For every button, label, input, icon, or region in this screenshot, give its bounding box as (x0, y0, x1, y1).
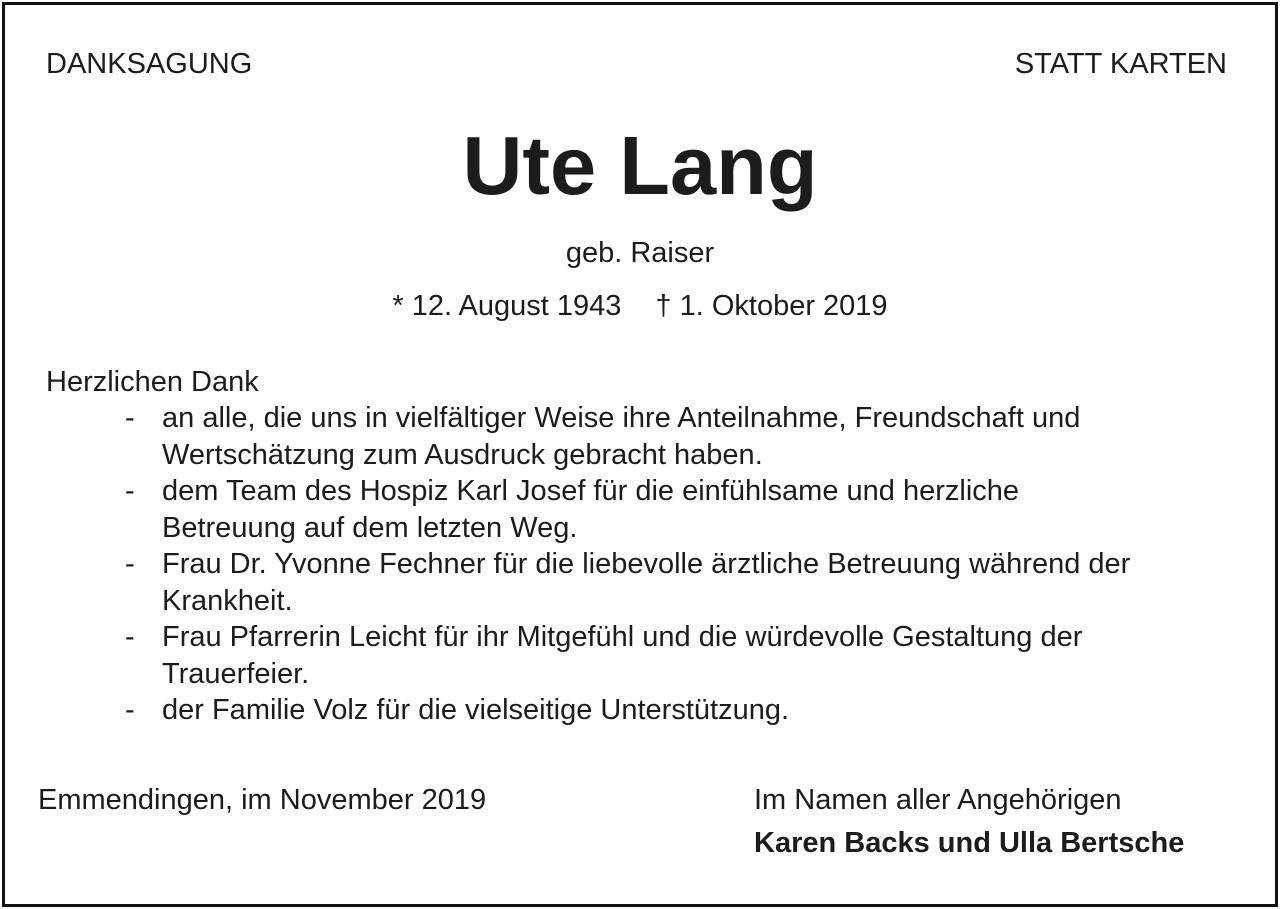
maiden-name: geb. Raiser (565, 237, 715, 269)
dash-bullet: - (125, 548, 135, 580)
thanks-item (0, 473, 1262, 546)
thanks-item-text: dem Team des Hospiz Karl Josef für die einfühlsame und herzliche Betreuung auf dem letzten Weg. (162, 475, 1020, 544)
thanks-item (0, 619, 1262, 692)
signers: Karen Backs und Ulla Bertsche (754, 827, 1185, 859)
thanks-item (0, 400, 1262, 473)
thanks-item (0, 546, 1262, 619)
thanks-intro: Herzlichen Dank (46, 366, 259, 398)
thanks-item-text: Frau Dr. Yvonne Fechner für die liebevolle ärztliche Betreuung während der Krankheit. (162, 548, 1131, 617)
thanks-item (0, 692, 1262, 729)
thanks-item-text: an alle, die uns in vielfältiger Weise ihre Anteilnahme, Freundschaft und Wertschätzung zum Ausdruck gebracht haben. (162, 402, 1081, 471)
header-left-label: DANKSAGUNG (46, 48, 253, 80)
dash-bullet: - (125, 694, 135, 726)
dash-bullet: - (125, 402, 135, 434)
death-date: † 1. Oktober 2019 (655, 290, 888, 322)
birth-date: * 12. August 1943 (392, 290, 622, 322)
header-right-label: STATT KARTEN (1014, 48, 1227, 80)
on-behalf-line: Im Namen aller Angehörigen (754, 784, 1122, 816)
place-date: Emmendingen, im November 2019 (38, 784, 487, 816)
deceased-name: Ute Lang (462, 119, 818, 212)
dash-bullet: - (125, 475, 135, 507)
thanks-item-text: der Familie Volz für die vielseitige Unterstützung. (162, 694, 790, 726)
thanks-item-text: Frau Pfarrerin Leicht für ihr Mitgefühl und die würdevolle Gestaltung der Trauerfeier. (162, 621, 1083, 690)
thanks-list (0, 400, 1262, 729)
life-dates (0, 290, 1280, 323)
dash-bullet: - (125, 621, 135, 653)
